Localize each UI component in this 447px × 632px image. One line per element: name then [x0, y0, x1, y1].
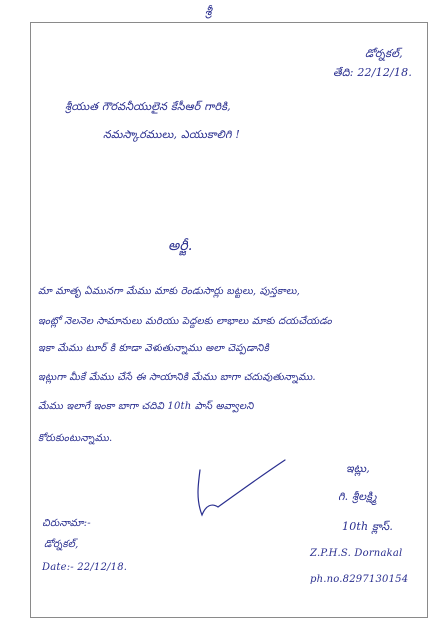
body-line: మేము ఇలాగే ఇంకా బాగా చదివి 10th పాస్ అవ్వాలని: [38, 401, 254, 412]
body-line: ఇట్లుగా మీకే మేము చేసే ఈ సాయానికి మేము బాగా చదువుతున్నాము.: [38, 372, 316, 383]
header-invocation: శ్రీ: [205, 4, 212, 18]
body-line: ఇకా మేము టూర్ కి కూడా వెళుతున్నాము అలా చెప్పడానికి: [38, 343, 270, 354]
subject-title: అర్జీ.: [168, 238, 193, 254]
letter-place: డోర్నకల్,: [365, 47, 403, 60]
closing: ఇట్లు,: [346, 462, 370, 475]
body-line: కోరుకుంటున్నాము.: [38, 433, 113, 444]
footer-place: డోర్నకల్,: [44, 539, 79, 550]
sender-school: Z.P.H.S. Dornakal: [310, 548, 403, 559]
body-line: మా మాతృ ఏమునగా మేము మాకు రెండుసార్లు బట్టలు, పుస్తకాలు,: [38, 286, 301, 297]
sender-class: 10th క్లాస్.: [342, 520, 394, 533]
salutation-greeting: నమస్కారములు, ఎయుకాలిగి !: [103, 128, 240, 141]
signature-scribble: [190, 455, 290, 525]
footer-date: Date:- 22/12/18.: [42, 562, 128, 573]
salutation-to: శ్రీయుత గౌరవనీయులైన కేసీఆర్ గారికి,: [65, 100, 231, 113]
letter-date: తేది: 22/12/18.: [333, 66, 413, 79]
footer-label: చిరునామా:-: [42, 518, 91, 529]
sender-name: గి. శ్రీలక్ష్మి: [338, 490, 377, 503]
sender-phone: ph.no.8297130154: [310, 574, 409, 585]
body-line: ఇంట్లో నెలనెల సామానులు మరియు పెద్దలకు లాభాలు మాకు దయచేయడం: [38, 316, 332, 327]
